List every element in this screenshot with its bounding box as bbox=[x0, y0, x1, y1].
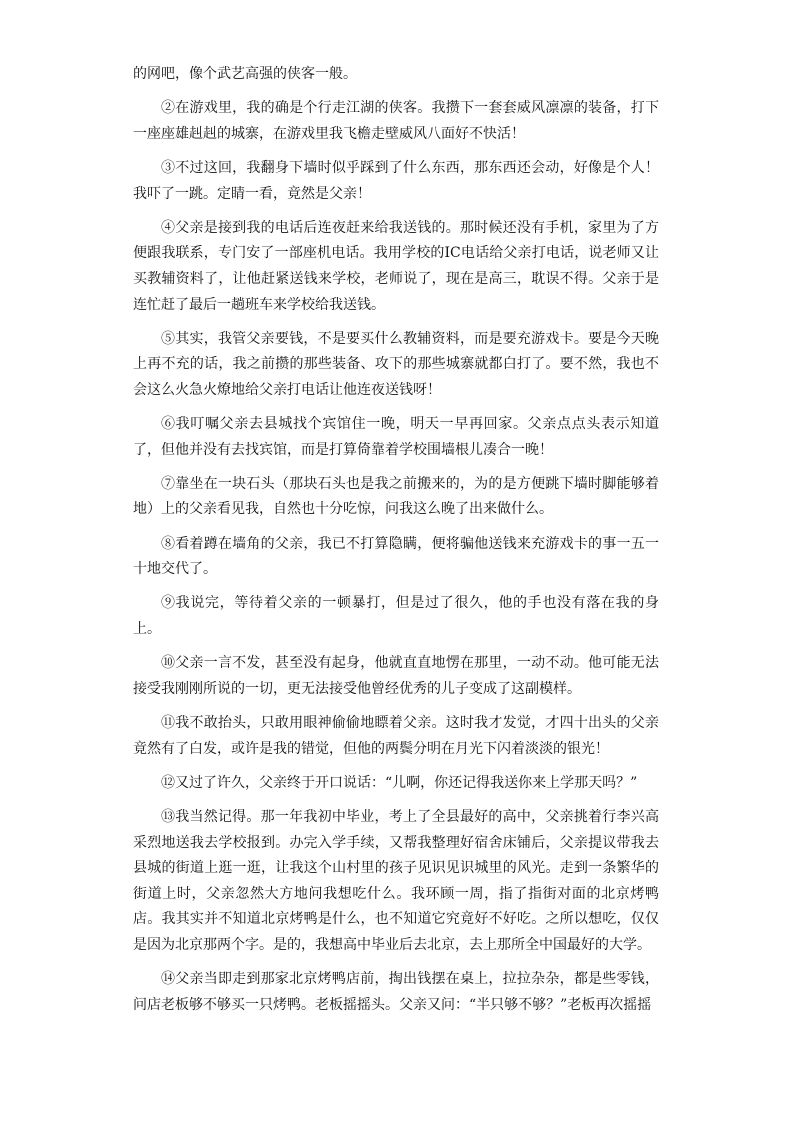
paragraph-14: ⑭父亲当即走到那家北京烤鸭店前，掏出钱摆在桌上，拉拉杂杂，都是些零钱，问店老板够不够买一只烤鸭。老板摇摇头。父亲又问：“半只够不够？”老板再次摇摇 bbox=[133, 971, 659, 1013]
paragraph-5: ⑤其实，我管父亲要钱，不是要买什么教辅资料，而是要充游戏卡。要是今天晚上再不充的话，我之前攒的那些装备、攻下的那些城寨就都白打了。要不然，我也不会这么火急火燎地给父亲打电话让他连夜送钱呀！ bbox=[133, 330, 659, 398]
paragraph-12: ⑫又过了许久，父亲终于开口说话：“儿啊，你还记得我送你来上学那天吗？” bbox=[161, 774, 638, 791]
paragraph-4: ④父亲是接到我的电话后连夜赶来给我送钱的。那时候还没有手机，家里为了方便跟我联系，专门安了一部座机电话。我用学校的IC电话给父亲打电话，说老师又让买教辅资料了，让他赶紧送钱来学校，老师说了，现在是高三，耽误不得。父亲于是连忙赶了最后一趟班车来学校给我送钱。 bbox=[133, 219, 659, 313]
paragraph-2: ②在游戏里，我的确是个行走江湖的侠客。我攒下一套套威风凛凛的装备，打下一座座雄赳赳的城寨，在游戏里我飞檐走壁威风八面好不快活！ bbox=[133, 100, 659, 142]
paragraph-3: ③不过这回，我翻身下墙时似乎踩到了什么东西，那东西还会动，好像是个人！我吓了一跳。定睛一看，竟然是父亲！ bbox=[133, 159, 659, 202]
paragraph-continued: 的网吧，像个武艺高强的侠客一般。 bbox=[133, 66, 357, 82]
paragraph-6: ⑥我叮嘱父亲去县城找个宾馆住一晚，明天一早再回家。父亲点点头表示知道了，但他并没有去找宾馆，而是打算倚靠着学校围墙根儿凑合一晚！ bbox=[133, 416, 659, 458]
paragraph-7: ⑦靠坐在一块石头（那块石头也是我之前搬来的，为的是方便跳下墙时脚能够着地）上的父亲看见我，自然也十分吃惊，问我这么晚了出来做什么。 bbox=[133, 475, 659, 518]
article-body bbox=[133, 62, 659, 1027]
paragraph-9: ⑨我说完，等待着父亲的一顿暴打，但是过了很久，他的手也没有落在我的身上。 bbox=[133, 595, 659, 638]
paragraph-11: ⑪我不敢抬头，只敢用眼神偷偷地瞟着父亲。这时我才发觉，才四十出头的父亲竟然有了白发，或许是我的错觉，但他的两鬓分明在月光下闪着淡淡的银光！ bbox=[133, 715, 659, 757]
paragraph-8: ⑧看着蹲在墙角的父亲，我已不打算隐瞒，便将骗他送钱来充游戏卡的事一五一十地交代了。 bbox=[133, 535, 659, 578]
paragraph-10: ⑩父亲一言不发，甚至没有起身，他就直直地愣在那里，一动不动。他可能无法接受我刚刚所说的一切，更无法接受他曾经优秀的儿子变成了这副模样。 bbox=[133, 655, 659, 697]
paragraph-13: ⑬我当然记得。那一年我初中毕业，考上了全县最好的高中，父亲挑着行李兴高采烈地送我去学校报到。办完入学手续，又帮我整理好宿舍床铺后，父亲提议带我去县城的街道上逛一逛，让我这个山村里的孩子见识见识城里的风光。走到一条繁华的街道上时，父亲忽然大方地问我想吃什么。我环顾一周，指了指街对面的北京烤鸭店。我其实并不知道北京烤鸭是什么，也不知道它究竟好不好吃。之所以想吃，仅仅是因为北京那两个字。是的，我想高中毕业后去北京，去上那所全中国最好的大学。 bbox=[133, 808, 659, 953]
